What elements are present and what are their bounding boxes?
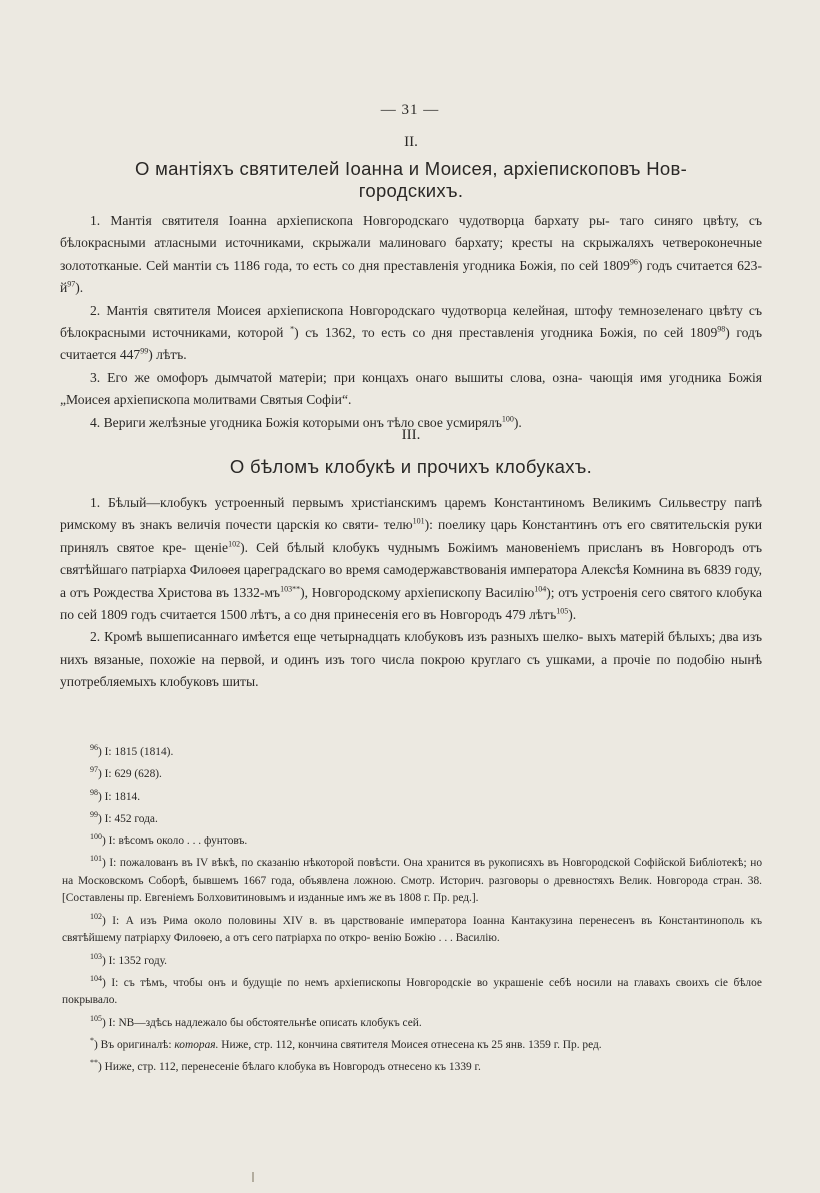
section-title-3: О бѣломъ клобукѣ и прочихъ клобукахъ. [229, 456, 593, 477]
footnote-ref-99[interactable]: 99 [140, 346, 149, 356]
footnote-100: $^{100}$) I: вѣсомъ около . . . фунтовъ. [90, 832, 248, 847]
footnote-97: $^{97}$) I: 629 (628). [90, 765, 162, 781]
footnote-ref-100[interactable]: 100 [501, 414, 514, 424]
footnote-ref-97[interactable]: 97 [67, 279, 76, 289]
footnotes [62, 739, 762, 1077]
footnote-101: $^{101}$) I: пожалованъ въ IV вѣкѣ, по сказанію нѣкоторой повѣсти. Она хранится въ рукописяхъ въ Новгородской Софійской Библіотекѣ; но на Московскомъ Соборѣ, бывшемъ 1667 года, объявлена ложною. Смотр. Историч. разговоры о древностяхъ Велик. Новгорода стран. 38. [Составлены пр. Евгеніемъ Болховитиновымъ и изданные имъ же въ 1808 г. Пр. ред.]. [62, 854, 763, 905]
footnote-96: $^{96}$) I: 1815 (1814). [90, 743, 174, 758]
footnote-ref-105[interactable]: 105 [556, 606, 569, 616]
paragraph-2-1: 1. Мантія святителя Іоанна архіепископа Новгородскаго чудотворца бархату ры- таго синяго цвѣту, съ бѣлокрасными атласными источниками, скрыжали малиноваго бархату; кресты на скрыжаляхъ четвероконечные золототканые. Сей мантіи съ 1186 года, то есть со дня преставленія угодника Божія, по сей 1809$^{96}$) годъ считается $623-й^{97}$). [60, 213, 762, 296]
paragraph-3-1: 1. Бѣлый—клобукъ устроенный первымъ христіанскимъ царемъ Константиномъ Великимъ Сильвестру папѣ римскому въ знакъ величія почести царскія ко святи- телю$^{101}$): поелику царь Константинъ отъ его святительскія руки принялъ святое кре- щеніе$^{102}$). Сей бѣлый клобукъ чуднымъ Божіимъ мановеніемъ присланъ въ Новгородъ отъ святѣйшаго патріарха Филоѳея цареградскаго во время самодержавствованія императора Алексѣя Комнина въ 6839 году, а отъ Рождества Христова въ $1332-мъ^{103**}$), Новгородскому архіепископу Василію$^{104}$); отъ устроенія сего святого клобука по сей 1809 годъ считается 1500 лѣтъ, а со дня принесенія его въ Новгородъ 479 лѣтъ$^{105}$). [60, 495, 763, 623]
footnote-ref-102[interactable]: 102 [228, 539, 241, 549]
footnote-ref-101[interactable]: 101 [412, 516, 425, 526]
footnote-ref-103[interactable]: 103** [280, 584, 301, 594]
scan-artifact [252, 1172, 254, 1182]
section-title-2-line1: О мантіяхъ святителей Іоанна и Моисея, архіепископовъ Нов- [134, 158, 688, 179]
footnote-104: $^{104}$) I: съ тѣмъ, чтобы онъ и будущіе по немъ архіепископы Новгородскіе во украшеніе себѣ носили на главахъ своихъ сіе бѣлое покрывало. [62, 973, 762, 1007]
section-title-2-line2: городскихъ. [358, 180, 464, 201]
section-number-3: III. [401, 427, 421, 443]
footnote-98: $^{98}$) I: 1814. [90, 787, 141, 803]
section-3 [60, 427, 762, 694]
footnote-102: $^{102}$) I: А изъ Рима около половины XIV в. въ царствованіе императора Іоанна Кантакузина перенесенъ въ Константинополь къ святѣйшему патріарху Филоѳею, а отъ сего патріарха по откро- венію Божію . . . Василію. [62, 911, 763, 945]
section-number-2: II. [404, 134, 418, 150]
footnote-ref-104[interactable]: 104 [534, 584, 547, 594]
section-title-2 [60, 158, 762, 202]
paragraph-3-2: 2. Кромѣ вышеписаннаго имѣется еще четырнадцать клобуковъ изъ разныхъ шелко- выхъ матерій бѣлыхъ; два изъ нихъ вязаные, похожіе на первой, и одинъ изъ того числа покрою круглаго съ ушками, а прочіе по подобію нынѣ употребляемыхъ клобуковъ шиты. [60, 629, 762, 690]
section-2-body [60, 210, 762, 434]
footnote-ref-star[interactable]: * [290, 324, 295, 334]
page-number: — 31 — [380, 102, 440, 118]
paragraph-2-3: 3. Его же омофоръ дымчатой матеріи; при концахъ онаго вышиты слова, озна- чающія имя угодника Божія „Моисея архіепископа молитвами Святыя Софіи“. [60, 369, 762, 408]
section-2 [60, 134, 762, 434]
footnote-105: $^{105}$) I: NB—здѣсь надлежало бы обстоятельнѣе описать клобукъ сей. [90, 1013, 422, 1029]
paragraph-2-2: 2. Мантія святителя Моисея архіепископа Новгородскаго чудотворца келейная, штофу темнозеленаго цвѣту съ бѣлокрасными источниками, которой *) съ 1362, то есть со дня преставленія угодника Божія, по сей 1809$^{98}$) годъ считается $447^{99}$) лѣтъ. [60, 302, 762, 363]
footnote-103: $^{103}$) I: 1352 году. [90, 951, 168, 967]
footnote-star: *) Въ оригиналѣ: которая. Ниже, стр. 112, кончина святителя Моисея отнесена къ 25 янв. 1359 г. Пр. ред. [90, 1035, 602, 1051]
section-3-body [60, 492, 762, 694]
footnote-ref-98[interactable]: 98 [717, 324, 726, 334]
footnote-99: $^{99}$) I: 452 года. [90, 809, 158, 825]
footnote-double-star: **) Ниже, стр. 112, перенесеніе бѣлаго клобука въ Новгородъ отнесено къ 1339 г. [90, 1058, 481, 1074]
paragraph-2-4: 4. Вериги желѣзные угодника Божія которыми онъ тѣло свое усмирялъ$^{100}$). [90, 414, 522, 430]
footnote-ref-96[interactable]: 96 [629, 257, 638, 267]
